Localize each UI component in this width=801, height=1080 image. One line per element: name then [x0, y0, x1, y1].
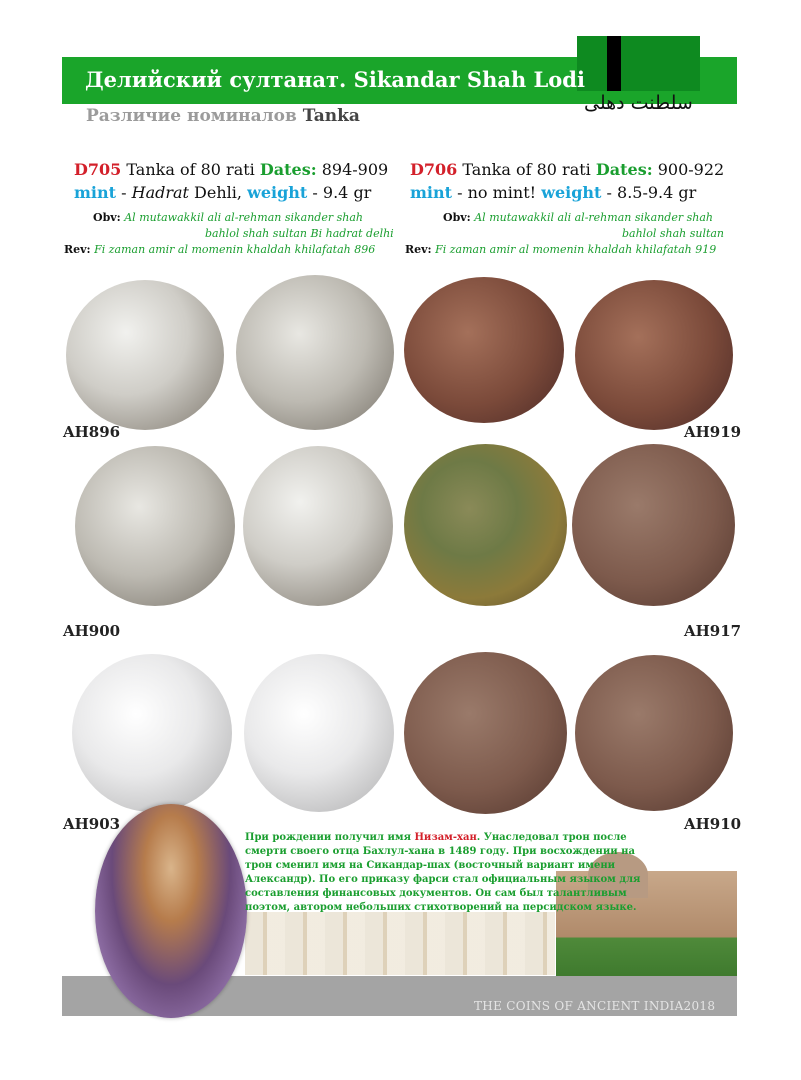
right-obverse-line2: [622, 226, 724, 242]
coin-ah919-obverse-image: [404, 277, 564, 423]
label-ah917: AH917: [684, 622, 742, 640]
left-weight-value: - 9.4 gr: [307, 183, 372, 202]
right-dates-label: Dates:: [595, 160, 653, 179]
bio-part2: . Унаследовал трон после смерти своего отца Бахлул-хана в 1489 году. При восхождении на трон сменил имя на Сикандар-шах (восточный вариант имени Александр). По его приказу фарси стал официальным языком для составления финансовых документов. Он сам был талантливым поэтом, автором небольших стихотворений на персидском языке.: [245, 832, 641, 913]
coin-ah900-obverse-image: [75, 446, 235, 606]
left-obv-text2: bahlol shah sultan Bi hadrat delhi: [205, 227, 394, 240]
left-mint-sep: -: [116, 183, 132, 202]
left-mint-italic: Hadrat: [131, 183, 189, 202]
left-rev-label: Rev:: [64, 243, 91, 256]
left-spec-line2: [74, 181, 371, 204]
page-title: Делийский султанат. Sikandar Shah Lodi: [85, 67, 585, 92]
right-reverse-line: [405, 242, 716, 258]
coin-ah903-obverse-image: [72, 654, 232, 812]
right-mint-value: - no mint!: [452, 183, 537, 202]
left-obv-label: Obv:: [93, 211, 121, 224]
arabic-title: سلطنت دهلی: [584, 92, 693, 114]
right-mint-label: mint: [410, 183, 453, 202]
biography-text: [245, 831, 665, 915]
label-ah896: AH896: [63, 423, 121, 441]
flag-icon: [577, 36, 700, 91]
coin-ah900-reverse-image: [243, 446, 393, 606]
left-mint-value: Dehli,: [188, 183, 242, 202]
coin-ah917-obverse-image: [404, 444, 567, 606]
coin-ah896-reverse-image: [236, 275, 394, 430]
left-coin-name: Tanka of 80 rati: [126, 160, 255, 179]
label-ah903: AH903: [63, 815, 121, 833]
subtitle-prefix: Различие номиналов: [86, 106, 297, 126]
left-obverse-line2: [205, 226, 394, 242]
coin-ah910-reverse-image: [575, 655, 733, 811]
bio-name: Низам-хан: [414, 832, 477, 843]
label-ah919: AH919: [684, 423, 742, 441]
coin-ah910-obverse-image: [404, 652, 567, 814]
left-rev-text: Fi zaman amir al momenin khaldah khilafatah 896: [94, 243, 376, 256]
coin-ah903-reverse-image: [244, 654, 394, 812]
flag-stripe: [607, 36, 621, 91]
footer-text: THE COINS OF ANCIENT INDIA2018: [474, 999, 716, 1013]
right-rev-label: Rev:: [405, 243, 432, 256]
left-obv-text1: Al mutawakkil ali al-rehman sikander shah: [124, 211, 363, 224]
coin-ah917-reverse-image: [572, 444, 735, 606]
right-obverse-line1: [443, 210, 713, 226]
left-mint-label: mint: [74, 183, 117, 202]
left-weight-label: weight: [247, 183, 308, 202]
left-dates-value: 894-909: [321, 160, 389, 179]
right-obv-label: Obv:: [443, 211, 471, 224]
subtitle-denomination: Tanka: [302, 106, 360, 126]
right-catalog-number: D706: [410, 160, 458, 179]
right-obv-text2: bahlol shah sultan: [622, 227, 725, 240]
right-weight-label: weight: [541, 183, 602, 202]
label-ah910: AH910: [684, 815, 742, 833]
left-spec-line1: [74, 158, 388, 181]
coin-ah919-reverse-image: [575, 280, 733, 430]
left-dates-label: Dates:: [259, 160, 317, 179]
left-reverse-line: [64, 242, 375, 258]
left-catalog-number: D705: [74, 160, 122, 179]
right-obv-text1: Al mutawakkil ali al-rehman sikander shah: [474, 211, 713, 224]
sultan-portrait-image: [95, 804, 247, 1018]
right-weight-value: - 8.5-9.4 gr: [601, 183, 697, 202]
label-ah900: AH900: [63, 622, 121, 640]
right-rev-text: Fi zaman amir al momenin khaldah khilafatah 919: [435, 243, 717, 256]
right-spec-line1: [410, 158, 724, 181]
page-subtitle: [86, 106, 360, 126]
right-dates-value: 900-922: [657, 160, 725, 179]
left-obverse-line1: [93, 210, 363, 226]
coin-ah896-obverse-image: [66, 280, 224, 430]
right-coin-name: Tanka of 80 rati: [462, 160, 591, 179]
ornament-pattern-image: [245, 912, 555, 975]
right-spec-line2: [410, 181, 696, 204]
bio-part1: При рождении получил имя: [245, 832, 415, 843]
